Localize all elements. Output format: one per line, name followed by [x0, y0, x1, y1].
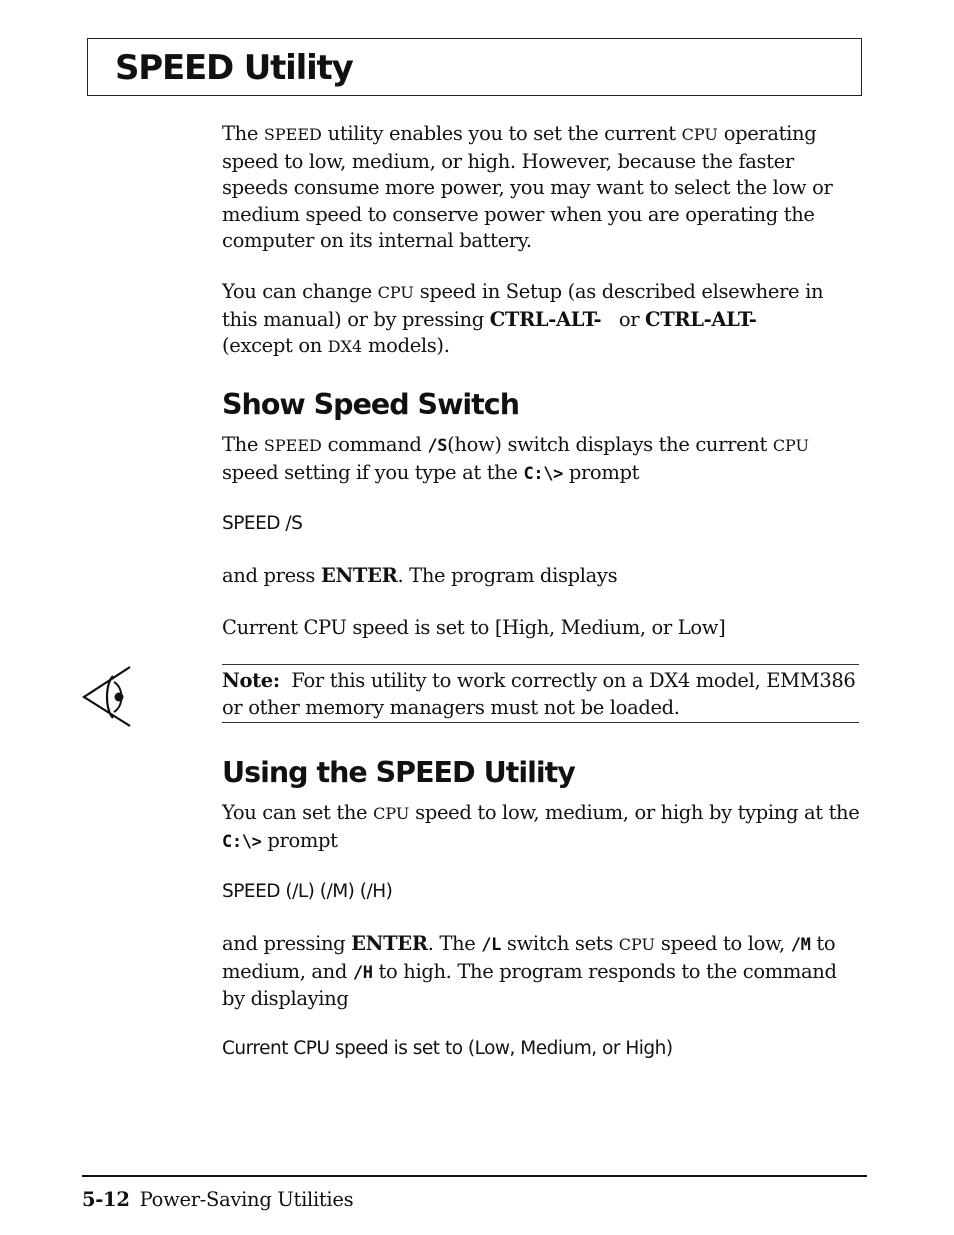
- footer-rule: [82, 1175, 867, 1177]
- page-title: SPEED Utility: [115, 48, 353, 88]
- show-speed-instruction: and press ENTER. The program displays: [222, 564, 618, 587]
- eye-icon: [80, 664, 136, 732]
- note-label: Note:: [222, 669, 280, 692]
- page-footer: [82, 1188, 353, 1211]
- using-speed-paragraph: You can set the CPU speed to low, medium, or high by typing at the C:\> prompt: [222, 801, 860, 852]
- intro-paragraph-2: You can change CPU speed in Setup (as described elsewhere in this manual) or by pressing CTRL-ALT- or CTRL-ALT- (except on DX4 models).: [222, 280, 824, 357]
- intro-paragraph-1: The SPEED utility enables you to set the current CPU operating speed to low, medium, or high. However, because the faster speeds consume more power, you may want to select the low or medium speed to conserve power when you are operating the computer on its internal battery.: [222, 122, 833, 252]
- note-text: Note: For this utility to work correctly on a DX4 model, EMM386 or other memory managers must not be loaded.: [222, 669, 856, 719]
- title-box: [87, 38, 862, 96]
- using-speed-section: [222, 756, 862, 790]
- intro-section: [222, 121, 862, 255]
- note-box: [222, 664, 859, 723]
- using-speed-command: SPEED (/L) (/M) (/H): [222, 881, 393, 902]
- show-speed-paragraph: The SPEED command /S(how) switch displays the current CPU speed setting if you type at the C:\> prompt: [222, 433, 810, 484]
- footer-section: Power-Saving Utilities: [139, 1188, 354, 1211]
- show-speed-command: SPEED /S: [222, 513, 303, 534]
- using-speed-heading: Using the SPEED Utility: [222, 756, 575, 789]
- show-speed-heading: Show Speed Switch: [222, 388, 519, 421]
- using-speed-instruction: and pressing ENTER. The /L switch sets CPU speed to low, /M to medium, and /H to high. The program responds to the command by displaying: [222, 932, 837, 1010]
- show-speed-section: [222, 388, 862, 422]
- show-speed-output: Current CPU speed is set to [High, Medium, or Low]: [222, 616, 726, 639]
- using-speed-output: Current CPU speed is set to (Low, Medium, or High): [222, 1038, 673, 1059]
- intro-section-2: [222, 279, 862, 361]
- page-number: 5-12: [82, 1188, 130, 1211]
- show-speed-body: [222, 432, 862, 487]
